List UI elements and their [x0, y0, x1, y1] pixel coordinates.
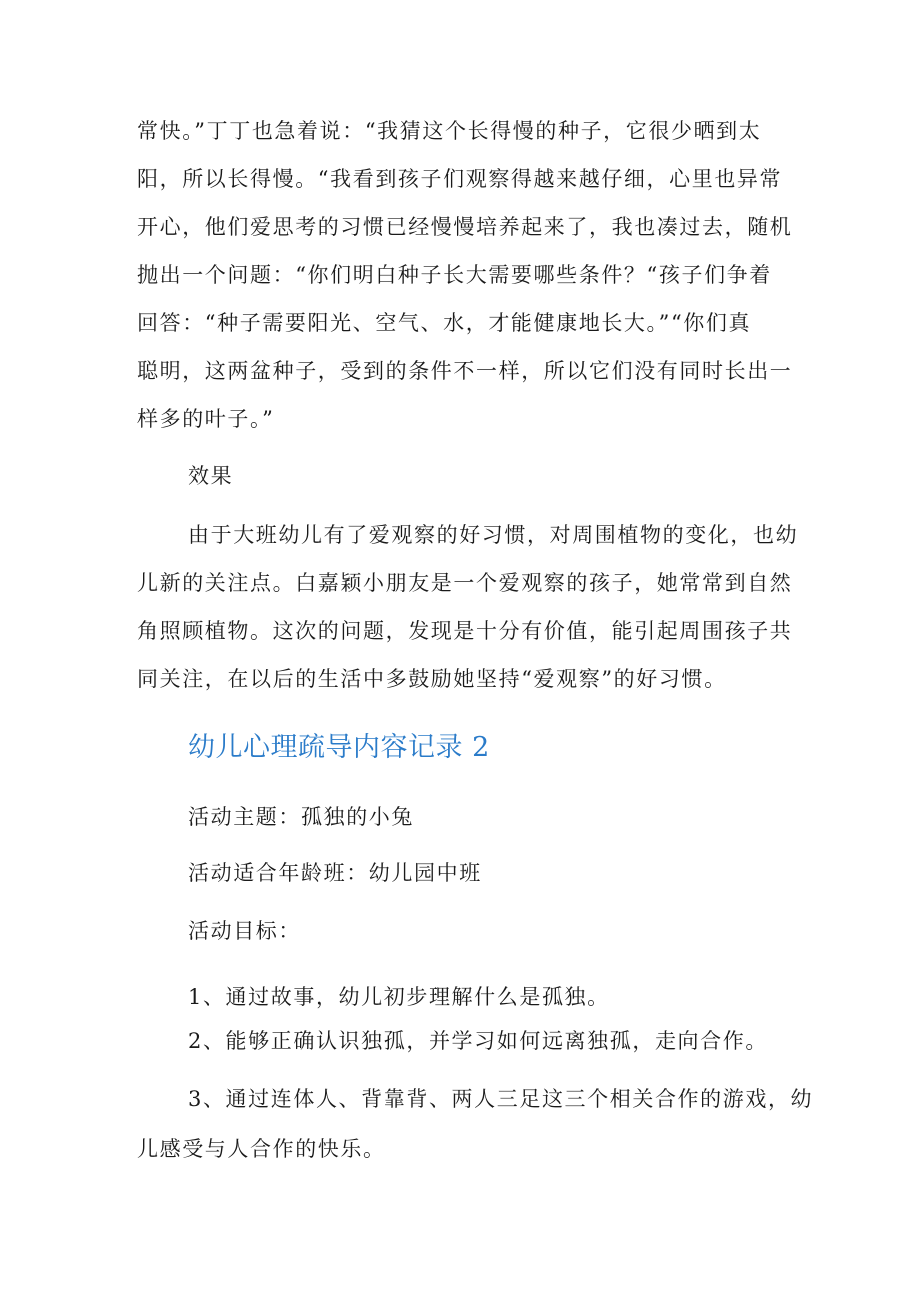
paragraph-1-line-3: 开心，他们爱思考的习惯已经慢慢培养起来了，我也凑过去，随机: [137, 215, 793, 239]
paragraph-1-line-4: 抛出一个问题：“你们明白种子长大需要哪些条件？“孩子们争着: [137, 263, 772, 287]
effect-label: 效果: [188, 464, 234, 488]
goal-item-3: 3、通过连体人、背靠背、两人三足这三个相关合作的游戏，幼: [188, 1087, 814, 1111]
paragraph-1-line-1: 常快。”丁丁也急着说：“我猜这个长得慢的种子，它很少晒到太: [137, 119, 762, 143]
paragraph-1-line-5: 回答：“种子需要阳光、空气、水，才能健康地长大。”“你们真: [137, 311, 752, 335]
paragraph-1-line-2: 阳，所以长得慢。“我看到孩子们观察得越来越仔细，心里也异常: [137, 167, 783, 191]
paragraph-1-line-7: 样多的叶子。”: [137, 407, 275, 431]
activity-goals-label: 活动目标：: [188, 919, 301, 943]
goal-item-2: 2、能够正确认识独孤，并学习如何远离独孤，走向合作。: [188, 1029, 768, 1053]
activity-theme: 活动主题：孤独的小兔: [188, 805, 414, 829]
goal-item-1: 1、通过故事，幼儿初步理解什么是孤独。: [188, 985, 610, 1009]
paragraph-2-line-2: 儿新的关注点。白嘉颖小朋友是一个爱观察的孩子，她常常到自然: [137, 571, 793, 595]
paragraph-2-line-1: 由于大班幼儿有了爱观察的好习惯，对周围植物的变化，也幼: [188, 523, 799, 547]
section-heading: 幼儿心理疏导内容记录 2: [188, 732, 490, 763]
activity-age: 活动适合年龄班：幼儿园中班: [188, 861, 482, 885]
goal-item-3-continuation: 儿感受与人合作的快乐。: [137, 1137, 386, 1161]
paragraph-2-line-4: 同关注，在以后的生活中多鼓励她坚持“爱观察”的好习惯。: [137, 667, 727, 691]
paragraph-2-line-3: 角照顾植物。这次的问题，发现是十分有价值，能引起周围孩子共: [137, 619, 793, 643]
paragraph-1-line-6: 聪明，这两盆种子，受到的条件不一样，所以它们没有同时长出一: [137, 359, 793, 383]
